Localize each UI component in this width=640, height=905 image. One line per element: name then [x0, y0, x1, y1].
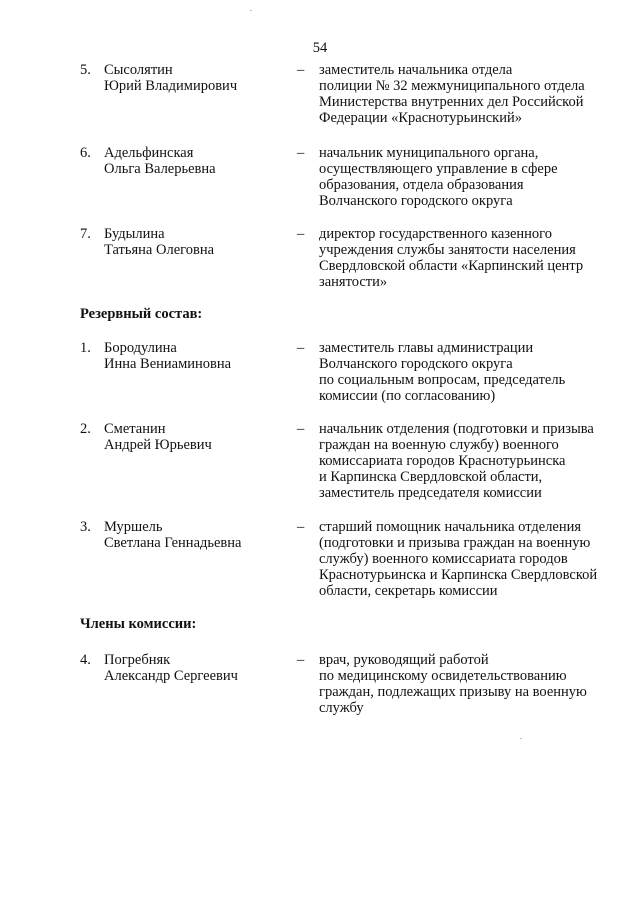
dash-separator: –	[297, 340, 305, 356]
section-heading-members: Члены комиссии:	[80, 616, 197, 632]
person-name	[104, 340, 294, 372]
role-line: заместитель председателя комиссии	[319, 485, 542, 501]
item-number: 6.	[80, 145, 91, 161]
role-line: занятости»	[319, 274, 388, 290]
person-role	[319, 145, 619, 209]
item-number: 1.	[80, 340, 91, 356]
person-role	[319, 340, 619, 404]
dash-separator: –	[297, 226, 305, 242]
dash-separator: –	[297, 421, 305, 437]
person-role	[319, 421, 619, 501]
role-line: старший помощник начальника отделения	[319, 519, 582, 535]
role-line: и Карпинска Свердловской области,	[319, 469, 543, 485]
role-line: образования, отдела образования	[319, 177, 524, 193]
role-line: полиции № 32 межмуниципального отдела	[319, 78, 585, 94]
person-name	[104, 519, 294, 551]
role-line: комиссии (по согласованию)	[319, 388, 496, 404]
person-given-names: Юрий Владимирович	[104, 78, 238, 94]
role-line: области, секретарь комиссии	[319, 583, 498, 599]
person-surname: Будылина	[104, 226, 165, 242]
person-role	[319, 652, 619, 716]
role-line: осуществляющего управление в сфере	[319, 161, 558, 177]
role-line: Министерства внутренних дел Российской	[319, 94, 584, 110]
role-line: начальник муниципального органа,	[319, 145, 539, 161]
dash-separator: –	[297, 145, 305, 161]
person-given-names: Ольга Валерьевна	[104, 161, 216, 177]
role-line: Свердловской области «Карпинский центр	[319, 258, 584, 274]
item-number: 5.	[80, 62, 91, 78]
role-line: директор государственного казенного	[319, 226, 553, 242]
role-line: врач, руководящий работой	[319, 652, 489, 668]
person-name	[104, 421, 294, 453]
page-number: 54	[312, 40, 328, 56]
role-line: граждан на военную службу) военного	[319, 437, 559, 453]
role-line: службу) военного комиссариата городов	[319, 551, 568, 567]
role-line: начальник отделения (подготовки и призыва	[319, 421, 594, 437]
role-line: Волчанского городского округа	[319, 193, 513, 209]
person-name	[104, 145, 294, 177]
item-number: 2.	[80, 421, 91, 437]
item-number: 7.	[80, 226, 91, 242]
role-line: Волчанского городского округа	[319, 356, 513, 372]
person-surname: Сысолятин	[104, 62, 173, 78]
role-line: по социальным вопросам, председатель	[319, 372, 566, 388]
person-surname: Адельфинская	[104, 145, 194, 161]
person-given-names: Александр Сергеевич	[104, 668, 238, 684]
role-line: заместитель главы администрации	[319, 340, 534, 356]
item-number: 4.	[80, 652, 91, 668]
person-surname: Муршель	[104, 519, 163, 535]
person-surname: Сметанин	[104, 421, 166, 437]
role-line: Краснотурьинска и Карпинска Свердловской	[319, 567, 598, 583]
person-name	[104, 62, 294, 94]
role-line: Федерации «Краснотурьинский»	[319, 110, 522, 126]
item-number: 3.	[80, 519, 91, 535]
person-role	[319, 519, 619, 599]
role-line: учреждения службы занятости населения	[319, 242, 576, 258]
dash-separator: –	[297, 652, 305, 668]
role-line: комиссариата городов Краснотурьинска	[319, 453, 566, 469]
person-surname: Погребняк	[104, 652, 171, 668]
dash-separator: –	[297, 519, 305, 535]
person-given-names: Инна Вениаминовна	[104, 356, 232, 372]
person-name	[104, 652, 294, 684]
scan-speck	[250, 10, 252, 11]
person-role	[319, 62, 619, 126]
person-given-names: Татьяна Олеговна	[104, 242, 215, 258]
person-name	[104, 226, 294, 258]
person-role	[319, 226, 619, 290]
person-given-names: Светлана Геннадьевна	[104, 535, 242, 551]
role-line: (подготовки и призыва граждан на военную	[319, 535, 591, 551]
role-line: службу	[319, 700, 364, 716]
role-line: заместитель начальника отдела	[319, 62, 513, 78]
person-surname: Бородулина	[104, 340, 177, 356]
dash-separator: –	[297, 62, 305, 78]
role-line: по медицинскому освидетельствованию	[319, 668, 567, 684]
person-given-names: Андрей Юрьевич	[104, 437, 212, 453]
role-line: граждан, подлежащих призыву на военную	[319, 684, 587, 700]
scan-speck	[520, 738, 522, 739]
section-heading-reserve: Резервный состав:	[80, 306, 203, 322]
